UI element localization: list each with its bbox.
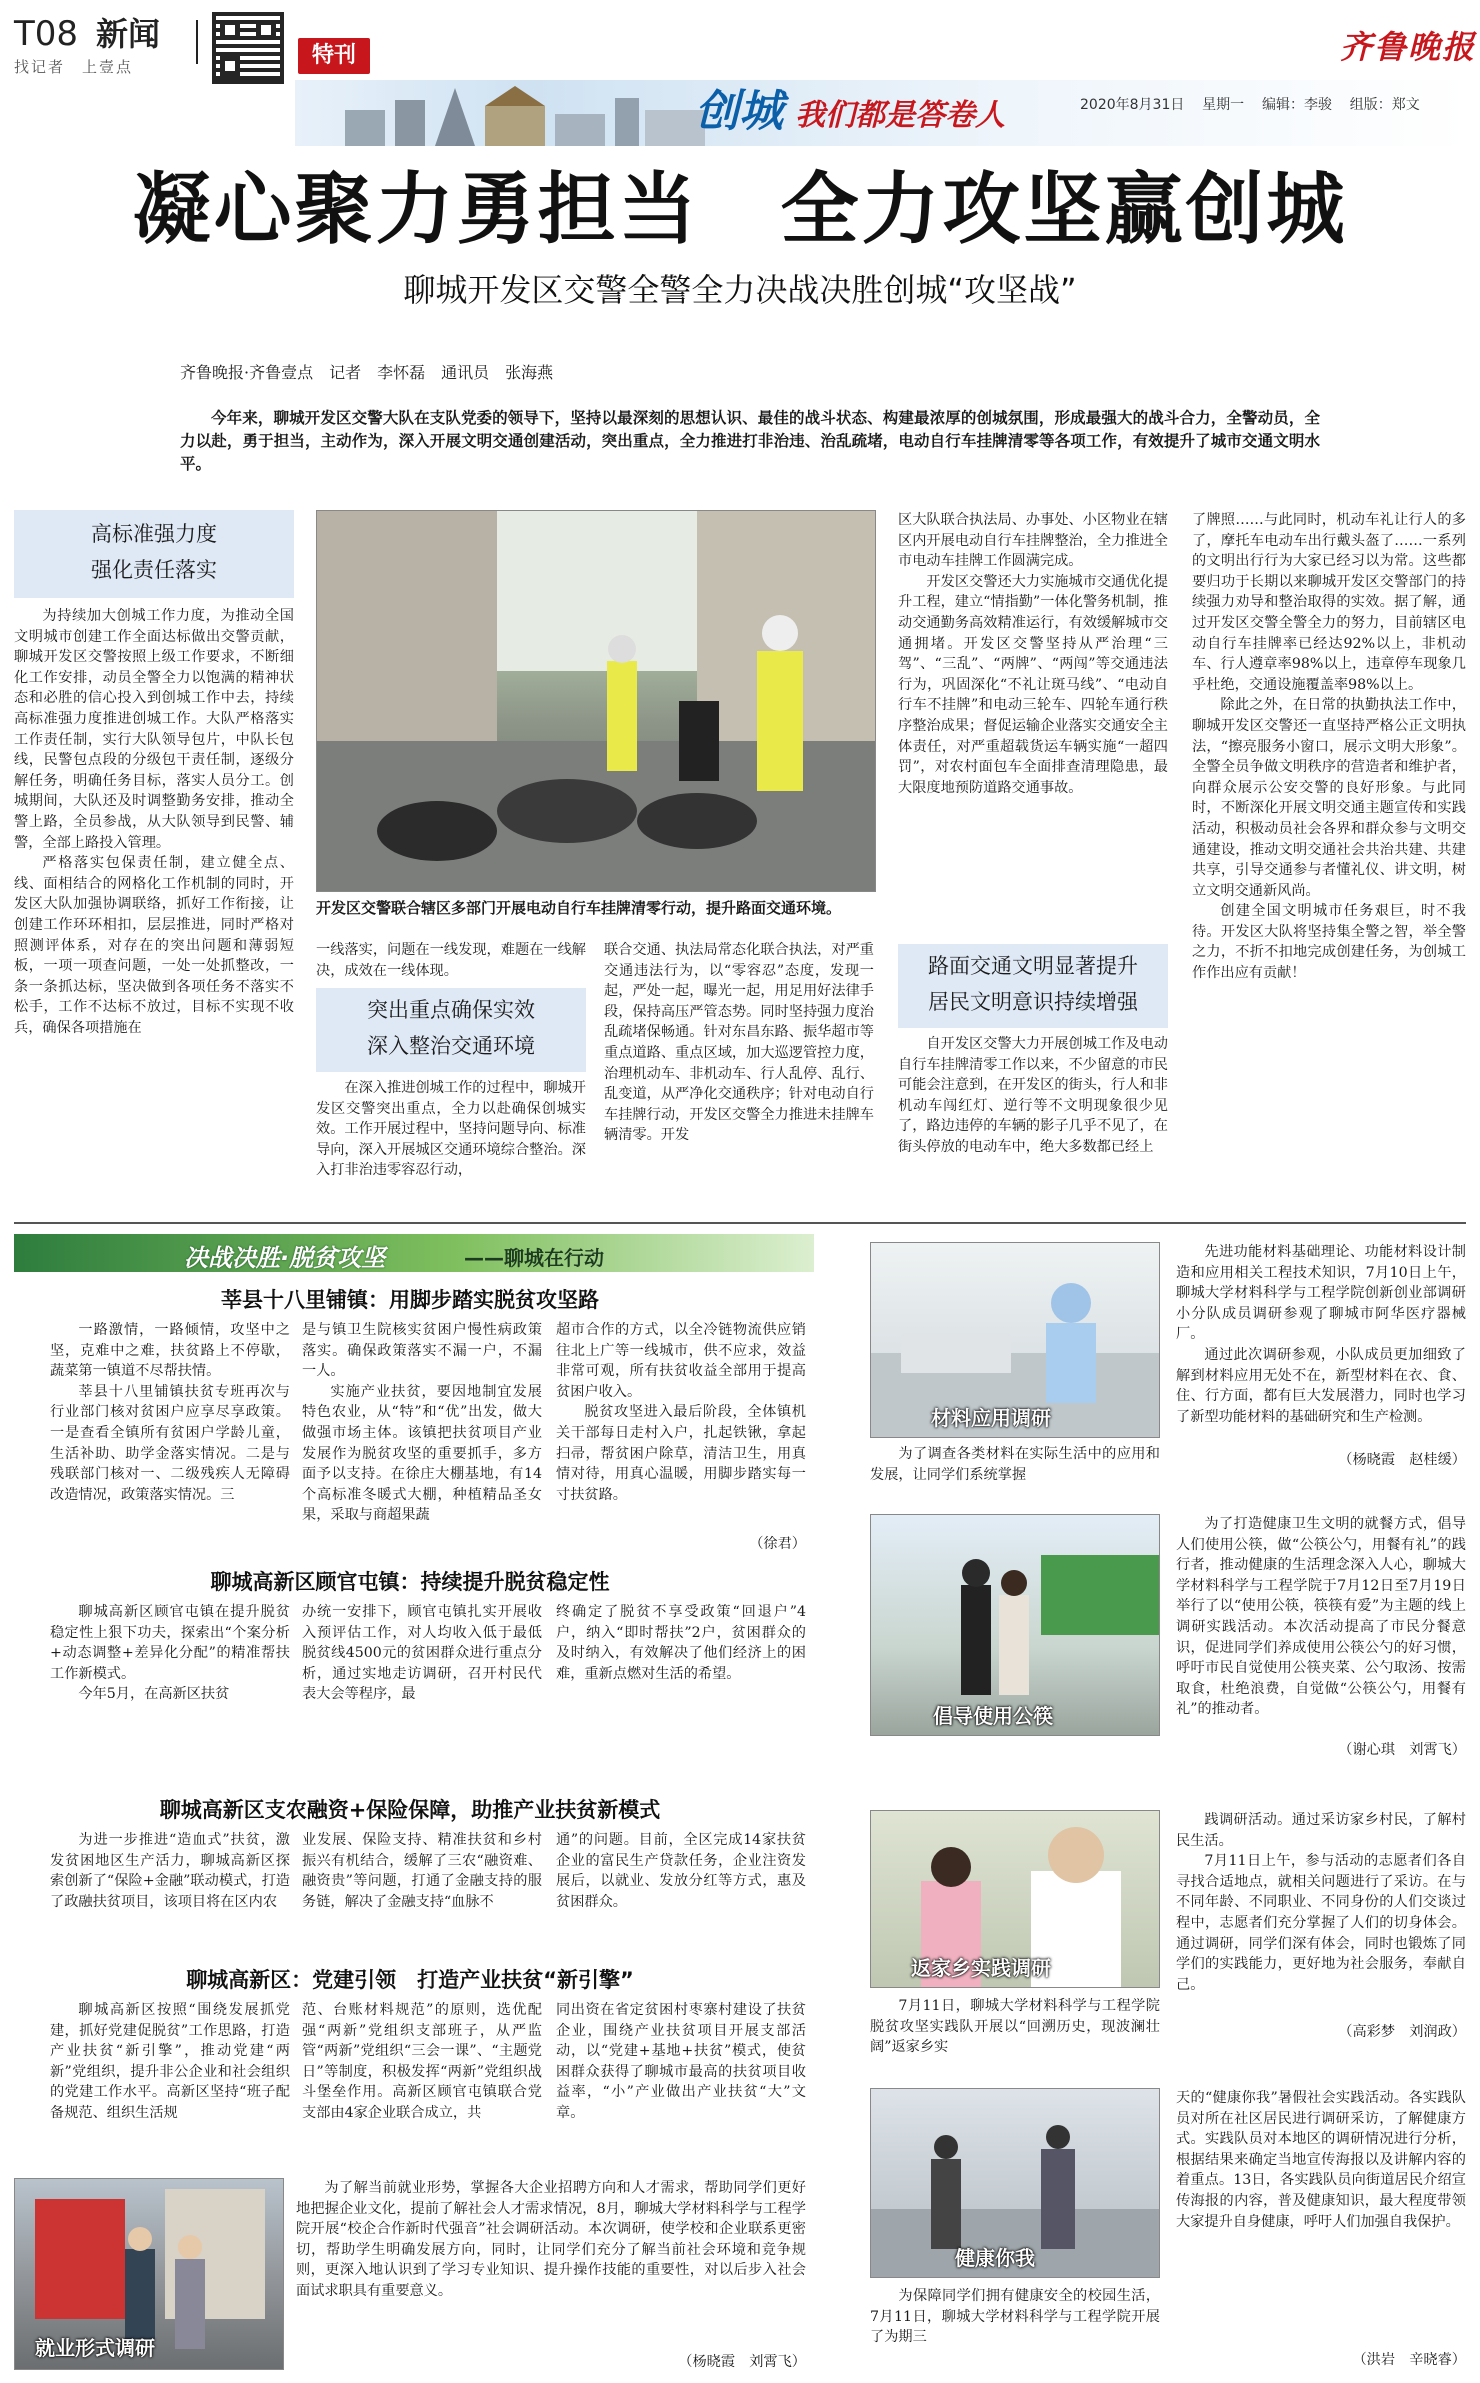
section1-title-line2: 强化责任落实: [91, 558, 217, 582]
section3-body: 自开发区交警大力开展创城工作及电动自行车挂牌清零工作以来，不少留意的市民可能会注意到，在开发区的街头，行人和非机动车闯红灯、逆行等不文明现象很少见了，路边违停的车辆的影子几乎不见了，在街头停放的电动车中，绝大多数都已经上: [898, 1036, 1168, 1155]
bottom-banner: [14, 1234, 814, 1272]
section2-title-line2: 深入整治交通环境: [367, 1034, 535, 1058]
r1-left-text: 为了调查各类材料在实际生活中的应用和发展，让同学们系统掌握: [870, 1446, 1160, 1483]
header-meta: [1080, 94, 1420, 114]
column4-top: 区大队联合执法局、办事处、小区物业在辖区内开展电动自行车挂牌整治，全力推进全市电动车挂牌工作圆满完成。 开发区交警还大力实施城市交通优化提升工程，建立“情指勤”一体化警务机制，推动交通勤务高效精准运行，有效缓解城市交通拥堵。开发区交警坚持从严治理“三驾”、“三乱”、“两牌”、“两闯”等交通违法行为，巩固深化“不礼让斑马线”、“电动自行车不挂牌”和电动三轮车、四轮车通行秩序整治成果；督促运输企业落实交通安全主体责任，对严重超载货运车辆实施“一超四罚”，对农村面包车全面排查清理隐患，最大限度地预防道路交通事故。: [898, 512, 1168, 796]
chopsticks-photo-caption: 倡导使用公筷: [933, 1704, 1053, 1728]
article3-col1: 为进一步推进“造血式”扶贫，激发贫困地区生产活力，聊城高新区探索创新了“保险+金融”联动模式，打造了政融扶贫项目，该项目将在区内农: [50, 1832, 290, 1910]
r4-right-text: 天的“健康你我”暑假社会实践活动。各实践队员对所在社区居民进行调研采访，了解健康方式。实践队员对本地区的调研情况进行分析，根据结果来确定当地宣传海报以及讲解内容的着重点。13日，各实践队员向街道居民介绍宣传海报的内容，普及健康知识，最大程度带领大家提升自身健康，呼吁人们加强自我保护。: [1176, 2090, 1466, 2230]
banner-main: 创城: [695, 86, 783, 137]
section2-title-line1: 突出重点确保实效: [367, 998, 535, 1022]
article2-title: 聊城高新区顾官屯镇：持续提升脱贫稳定性: [210, 1570, 610, 1594]
article3-col3: 通”的问题。目前，全区完成14家扶贫企业的富民生产贷款任务，企业注资发展后，以就业、发放分红等方式，惠及贫困群众。: [556, 1832, 806, 1910]
photo-caption: 开发区交警联合辖区多部门开展电动自行车挂牌清零行动，提升路面交通环境。: [316, 899, 842, 917]
main-photo: [316, 510, 876, 892]
column3-body: 联合交通、执法局常态化联合执法，对严重交通违法行为，以“零容忍”态度，发现一起，严处一起，曝光一起，用足用好法律手段，保持高压严管态势。同时坚持强力度治乱疏堵保畅通。针对东昌东路、振华超市等重点道路、重点区域，加大巡逻管控力度，治理机动车、非机动车、行人乱停、乱行、乱变道，从严净化交通秩序；针对电动自行车挂牌行动，开发区交警全力推进未挂牌车辆清零。开发: [604, 942, 874, 1144]
hometown-photo: [870, 1810, 1160, 1988]
qr-code-icon: [212, 12, 284, 84]
section3-title-box: [898, 944, 1168, 1028]
hometown-photo-caption: 返家乡实践调研: [911, 1956, 1051, 1980]
article1-col3: 超市合作的方式，以全冷链物流供应销往北上广等一线城市，供不应求，效益非常可观，所有扶贫收益全部用于提高贫困户收入。 脱贫攻坚进入最后阶段，全体镇机关干部每日走村入户，扎起铁锹，拿起扫帚，帮贫困户除草，清洁卫生，用真情对待，用真心温暖，用脚步踏实每一寸扶贫路。: [556, 1322, 806, 1503]
article1-col1: 一路激情，一路倾情，攻坚中之坚，克难中之难，扶贫路上不停歇，蔬菜第一镇道不尽帮扶情。 莘县十八里铺镇扶贫专班再次与行业部门核对贫困户应享尽享政策。一是查看全镇所有贫困户学龄儿童，生活补助、助学金落实情况。二是与残联部门核对一、二级残疾人无障碍改造情况，政策落实情况。三: [50, 1322, 290, 1503]
article4-col1: 聊城高新区按照“围绕发展抓党建，抓好党建促脱贫”工作思路，打造产业扶贫“新引擎”，推动党建“两新”党组织，提升非公企业和社会组织的党建工作水平。高新区坚持“班子配备规范、组织生活规: [50, 2002, 290, 2121]
reporter-line: 找记者 上壹点: [14, 58, 134, 76]
headline: 凝心聚力勇担当 全力攻坚赢创城: [132, 165, 1348, 255]
r4-left-text: 为保障同学们拥有健康安全的校园生活，7月11日，聊城大学材料科学与工程学院开展了为期三: [870, 2288, 1160, 2346]
health-photo-caption: 健康你我: [955, 2246, 1035, 2270]
health-photo: [870, 2088, 1160, 2278]
banner-slogan: 我们都是答卷人: [795, 98, 1005, 133]
article3-title: 聊城高新区支农融资+保险保障，助推产业扶贫新模式: [159, 1798, 661, 1822]
column5-body: 了牌照……与此同时，机动车礼让行人的多了，摩托车电动车出行戴头盔了……一系列的文明出行行为大家已经习以为常。这些都要归功于长期以来聊城开发区交警部门的持续强力劝导和整治取得的实效。据了解，通过开发区交警全警全力的努力，目前辖区电动自行车挂牌率已经达92%以上，非机动车、行人遵章率98%以上，违章停车现象几乎杜绝，交通设施覆盖率98%以上。 除此之外，在日常的执勤执法工作中，聊城开发区交警还一直坚持严格公正文明执法，“擦亮服务小窗口，展示文明大形象”。全警全员争做文明秩序的营造者和维护者，向群众展示公安交警的良好形象。与此同时，不断深化开展文明交通主题宣传和实践活动，积极动员社会各界和群众参与文明交通建设，推动文明交通社会共治共建、共建共享，引导交通参与者懂礼仪、讲文明，树立文明交通新风尚。 创建全国文明城市任务艰巨，时不我待。开发区大队将坚持集全警之智，举全警之力，不折不扣地完成创建任务，为创城工作作出应有贡献！: [1192, 512, 1466, 982]
r3-left-text: 7月11日，聊城大学材料科学与工程学院脱贫攻坚实践队开展以“回溯历史，现波澜壮阔”返家乡实: [870, 1998, 1160, 2056]
article4-col3: 同出资在省定贫困村枣寨村建设了扶贫企业，围绕产业扶贫项目开展支部活动，以“党建+基地+扶贫”模式，使贫困群众获得了聊城市最高的扶贫项目收益率，“小”产业做出产业扶贫“大”文章。: [556, 2002, 806, 2121]
article1-col2: 是与镇卫生院核实贫困户慢性病政策落实。确保政策落实不漏一户，不漏一人。 实施产业扶贫，要因地制宜发展特色农业，从“特”和“优”出发，做大做强市场主体。该镇把扶贫项目产业发展作为脱贫攻坚的重要抓手，多方面予以支持。在徐庄大棚基地，有14个高标准冬暖式大棚，种植精品圣女果，采取与商超果蔬: [302, 1322, 542, 1524]
r1-right-text: 先进功能材料基础理论、功能材料设计制造和应用相关工程技术知识，7月10日上午，聊城大学材料科学与工程学院创新创业部调研小分队成员调研参观了聊城市阿华医疗器械厂。 通过此次调研参观，小队成员更加细致了解到材料应用无处不在，新型材料在衣、食、住、行方面，都有巨大发展潜力，同时也学习了新型功能材料的基础研究和生产检测。: [1176, 1244, 1466, 1425]
bottom-banner-title: 决战决胜·脱贫攻坚: [184, 1244, 386, 1272]
section3-title-line1: 路面交通文明显著提升: [928, 954, 1138, 978]
credit-line: 齐鲁晚报·齐鲁壹点 记者 李怀磊 通讯员 张海燕: [180, 363, 554, 382]
article1-byline: （徐君）: [749, 1536, 806, 1552]
article2-col2: 办统一安排下，顾官屯镇扎实开展收入预评估工作，对人均收入低于最低脱贫线4500元的贫困群众进行重点分析，通过实地走访调研，召开村民代表大会等程序，最: [302, 1604, 542, 1703]
newspaper-logo: 齐鲁晚报: [1340, 28, 1477, 66]
material-photo: [870, 1242, 1160, 1438]
city-skyline-icon: [335, 80, 755, 146]
r1-byline: （杨晓霞 赵桂缓）: [1338, 1452, 1466, 1468]
r4-byline: （洪岩 辛晓睿）: [1352, 2352, 1466, 2368]
article1-title: 莘县十八里铺镇：用脚步踏实脱贫攻坚路: [221, 1288, 599, 1312]
designer: 组版：郑文: [1349, 97, 1420, 113]
article5-body: 为了解当前就业形势，掌握各大企业招聘方向和人才需求，帮助同学们更好地把握企业文化，提前了解社会人才需求情况，8月，聊城大学材料科学与工程学院开展“校企合作新时代强音”社会调研活动。本次调研，使学校和企业联系更密切，帮助学生明确发展方向，同时，让同学们充分了解当前社会环境和竞争规则，更深入地认识到了学习专业知识、提升操作技能的重要性，对以后步入社会面试求职具有重要意义。: [296, 2180, 806, 2299]
article3-col2: 业发展、保险支持、精准扶贫和乡村振兴有机结合，缓解了三农“融资难、融资贵”等问题，打通了金融支持的服务链，解决了金融支持“血脉不: [302, 1832, 542, 1910]
article5-byline: （杨晓霞 刘霄飞）: [678, 2354, 806, 2370]
r2-text: 为了打造健康卫生文明的就餐方式，倡导人们使用公筷，做“公筷公勺，用餐有礼”的践行者，推动健康的生活理念深入人心，聊城大学材料科学与工程学院于7月12日至7月19日举行了以“使用公筷，筷筷有爱”为主题的线上调研实践活动。本次活动提高了市民分餐意识，促进同学们养成使用公筷公勺的好习惯，呼吁市民自觉使用公筷夹菜、公勺取汤、按需取食，杜绝浪费，自觉做“公筷公勺，用餐有礼”的推动者。: [1176, 1516, 1466, 1718]
article2-col1: 聊城高新区顾官屯镇在提升脱贫稳定性上狠下功夫，探索出“个案分析+动态调整+差异化分配”的精准帮扶工作新模式。 今年5月，在高新区扶贫: [50, 1604, 290, 1703]
r3-right-text: 践调研活动。通过采访家乡村民，了解村民生活。 7月11日上午，参与活动的志愿者们各自寻找合适地点，就相关问题进行了采访。在与不同年龄、不同职业、不同身份的人们交谈过程中，志愿者们充分掌握了人们的切身体会。通过调研，同学们深有体会，同时也锻炼了同学们的实践能力，更好地为社会服务，奉献自己。: [1176, 1812, 1466, 1993]
lead-paragraph: 今年来，聊城开发区交警大队在支队党委的领导下，坚持以最深刻的思想认识、最佳的战斗状态、构建最浓厚的创城氛围，形成最强大的战斗合力，全警动员，全力以赴，勇于担当，主动作为，深入开展文明交通创建活动，突出重点，全力推进打非治违、治乱疏堵，电动自行车挂牌清零等各项工作，有效提升了城市交通文明水平。: [180, 408, 1320, 473]
chopsticks-photo: [870, 1514, 1160, 1736]
section-name: 新闻: [96, 15, 161, 53]
r2-byline: （谢心琪 刘霄飞）: [1338, 1742, 1466, 1758]
bottom-banner-sub: ——聊城在行动: [464, 1246, 604, 1270]
section1-paragraph1: 为持续加大创城工作力度，为推动全国文明城市创建工作全面达标做出交警贡献，聊城开发区交警按照上级工作要求，不断细化工作安排，动员全警全力以饱满的精神状态和必胜的信心投入到创城工作中去，持续高标准强力度推进创城工作。大队严格落实工作责任制，实行大队领导包片，中队长包线，民警包点段的分级包干责任制，逐级分解任务，明确任务目标，落实人员分工。创城期间，大队还及时调整勤务安排，推动全警上路，全员参战，从大队领导到民警、辅警，全部上路投入管理。: [14, 608, 294, 851]
column2-continuation: 一线落实，问题在一线发现，难题在一线解决，成效在一线体现。: [316, 942, 586, 979]
section1-paragraph2: 严格落实包保责任制，建立健全点、线、面相结合的网格化工作机制的同时，开发区大队加强协调联络，抓好工作衔接，让创建工作环环相扣，层层推进，同时严格对照测评体系，对存在的突出问题和薄弱短板，一项一项查问题，一处一处抓整改，一条一条抓达标，坚决做到各项任务不落实不松手，工作不达标不放过，目标不实现不收兵，确保各项措施在: [14, 855, 294, 1036]
r3-byline: （高彩梦 刘润政）: [1338, 2024, 1466, 2040]
employment-photo: [14, 2178, 284, 2370]
article4-title: 聊城高新区：党建引领 打造产业扶贫“新引擎”: [186, 1968, 634, 1992]
section1-body: [14, 606, 294, 1188]
page-number: T08: [14, 14, 79, 54]
header-divider: [196, 20, 198, 64]
employment-photo-caption: 就业形式调研: [35, 2336, 155, 2360]
material-photo-caption: 材料应用调研: [931, 1406, 1051, 1430]
section-divider: [14, 1222, 1466, 1224]
section2-body: 在深入推进创城工作的过程中，聊城开发区交警突出重点，全力以赴确保创城实效。工作开展过程中，坚持问题导向、标准导向，深入开展城区交通环境综合整治。深入打非治违零容忍行动，: [316, 1080, 586, 1179]
weekday: 星期一: [1202, 97, 1245, 113]
editor: 编辑：李骏: [1261, 97, 1332, 113]
section3-title-line2: 居民文明意识持续增强: [928, 990, 1138, 1014]
special-tag: 特刊: [298, 38, 370, 74]
article4-col2: 范、台账材料规范”的原则，选优配强“两新”党组织支部班子，从严监管“两新”党组织“三会一课”、“主题党日”等制度，积极发挥“两新”党组织战斗堡垒作用。高新区顾官屯镇联合党支部由4家企业联合成立，共: [302, 2002, 542, 2121]
section2-title-box: [316, 988, 586, 1072]
section1-title-line1: 高标准强力度: [91, 522, 217, 546]
section1-title-box: [14, 510, 294, 598]
article2-col3: 终确定了脱贫不享受政策“回退户”4户，纳入“即时帮扶”2户，贫困群众的及时纳入，有效解决了他们经济上的困难，重新点燃对生活的希望。: [556, 1604, 806, 1682]
subheadline: 聊城开发区交警全警全力决战决胜创城“攻坚战”: [403, 271, 1077, 309]
traffic-police-photo-icon: [317, 511, 876, 892]
date: 2020年8月31日: [1080, 97, 1185, 113]
